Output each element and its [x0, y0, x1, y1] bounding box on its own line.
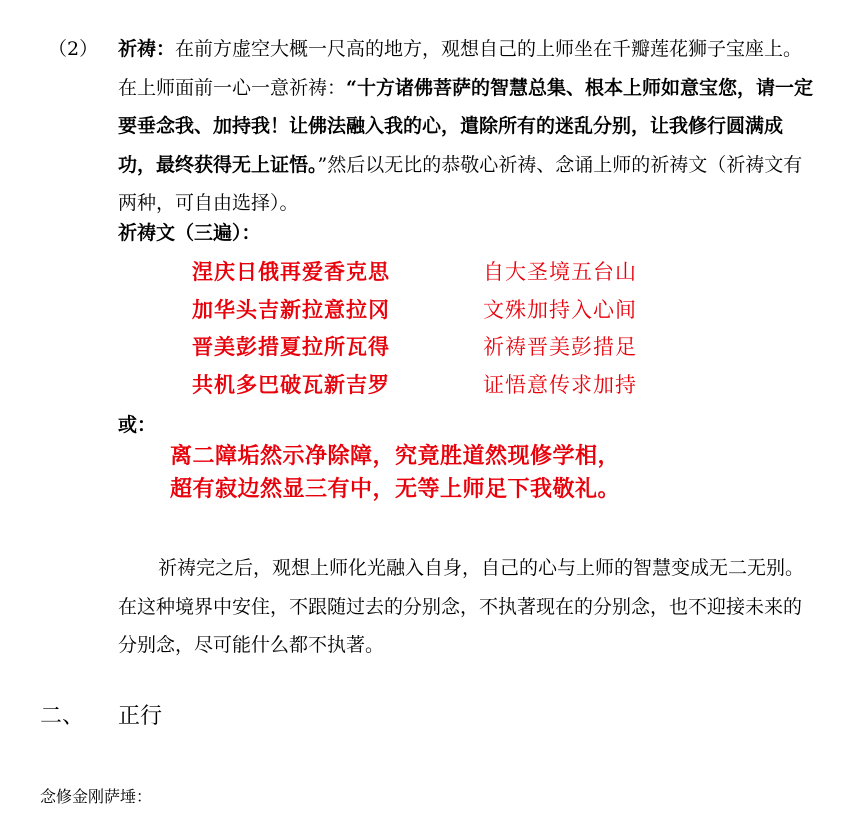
- prayer-text-1: 在前方虚空大概一尺高的地方，观想自己的上师坐在千瓣莲花狮子宝座上。在上师面前一心一意祈祷：: [118, 38, 803, 99]
- verse-line: 祈祷晋美彭措足: [483, 335, 637, 359]
- alt-prayer: [170, 440, 620, 506]
- prayer-paragraph: [118, 30, 818, 223]
- section-title: 正行: [118, 704, 163, 729]
- alt-prayer-line: 离二障垢然示净除障，究竟胜道然现修学相，: [170, 443, 621, 469]
- verse-line: 共机多巴破瓦新吉罗: [192, 372, 390, 397]
- verse-line: 涅庆日俄再爱香克思: [192, 260, 390, 284]
- after-prayer-paragraph: 祈祷完之后，观想上师化光融入自身，自己的心与上师的智慧变成无二无别。在这种境界中安住，不跟随过去的分别念，不执著现在的分别念，也不迎接未来的分别念，尽可能什么都不执著。: [118, 557, 805, 657]
- verse-right-column: [483, 254, 637, 404]
- item-number: （2）: [48, 38, 99, 60]
- verse-left-column: [192, 254, 390, 404]
- verse-line: 自大圣境五台山: [483, 260, 637, 284]
- verse-line: 晋美彭措夏拉所瓦得: [192, 335, 390, 359]
- verse-line: 证悟意传求加持: [483, 372, 637, 397]
- or-label: 或：: [118, 414, 157, 436]
- section-number: 二、: [40, 704, 85, 729]
- prayer-text-heading: 祈祷文（三遍）：: [118, 222, 261, 244]
- prayer-lead: 祈祷：: [118, 38, 176, 60]
- verse-line: 文殊加持入心间: [483, 297, 637, 322]
- alt-prayer-line: 超有寂边然显三有中，无等上师足下我敬礼。: [170, 476, 621, 502]
- prayer-quote: “十方诸佛菩萨的智慧总集、根本上师如意宝您，请一定要垂念我、加持我！让佛法融入我的心，遣除所有的迷乱分别，让我修行圆满成功，最终获得无上证悟。: [118, 76, 813, 176]
- prayer-text-2: ”然后以无比的恭敬心祈祷、念诵上师的祈祷文（祈祷文有两种，可自由选择）。: [118, 153, 803, 215]
- verse-line: 加华头吉新拉意拉冈: [192, 297, 390, 322]
- last-line: 念修金刚萨埵：: [40, 787, 153, 806]
